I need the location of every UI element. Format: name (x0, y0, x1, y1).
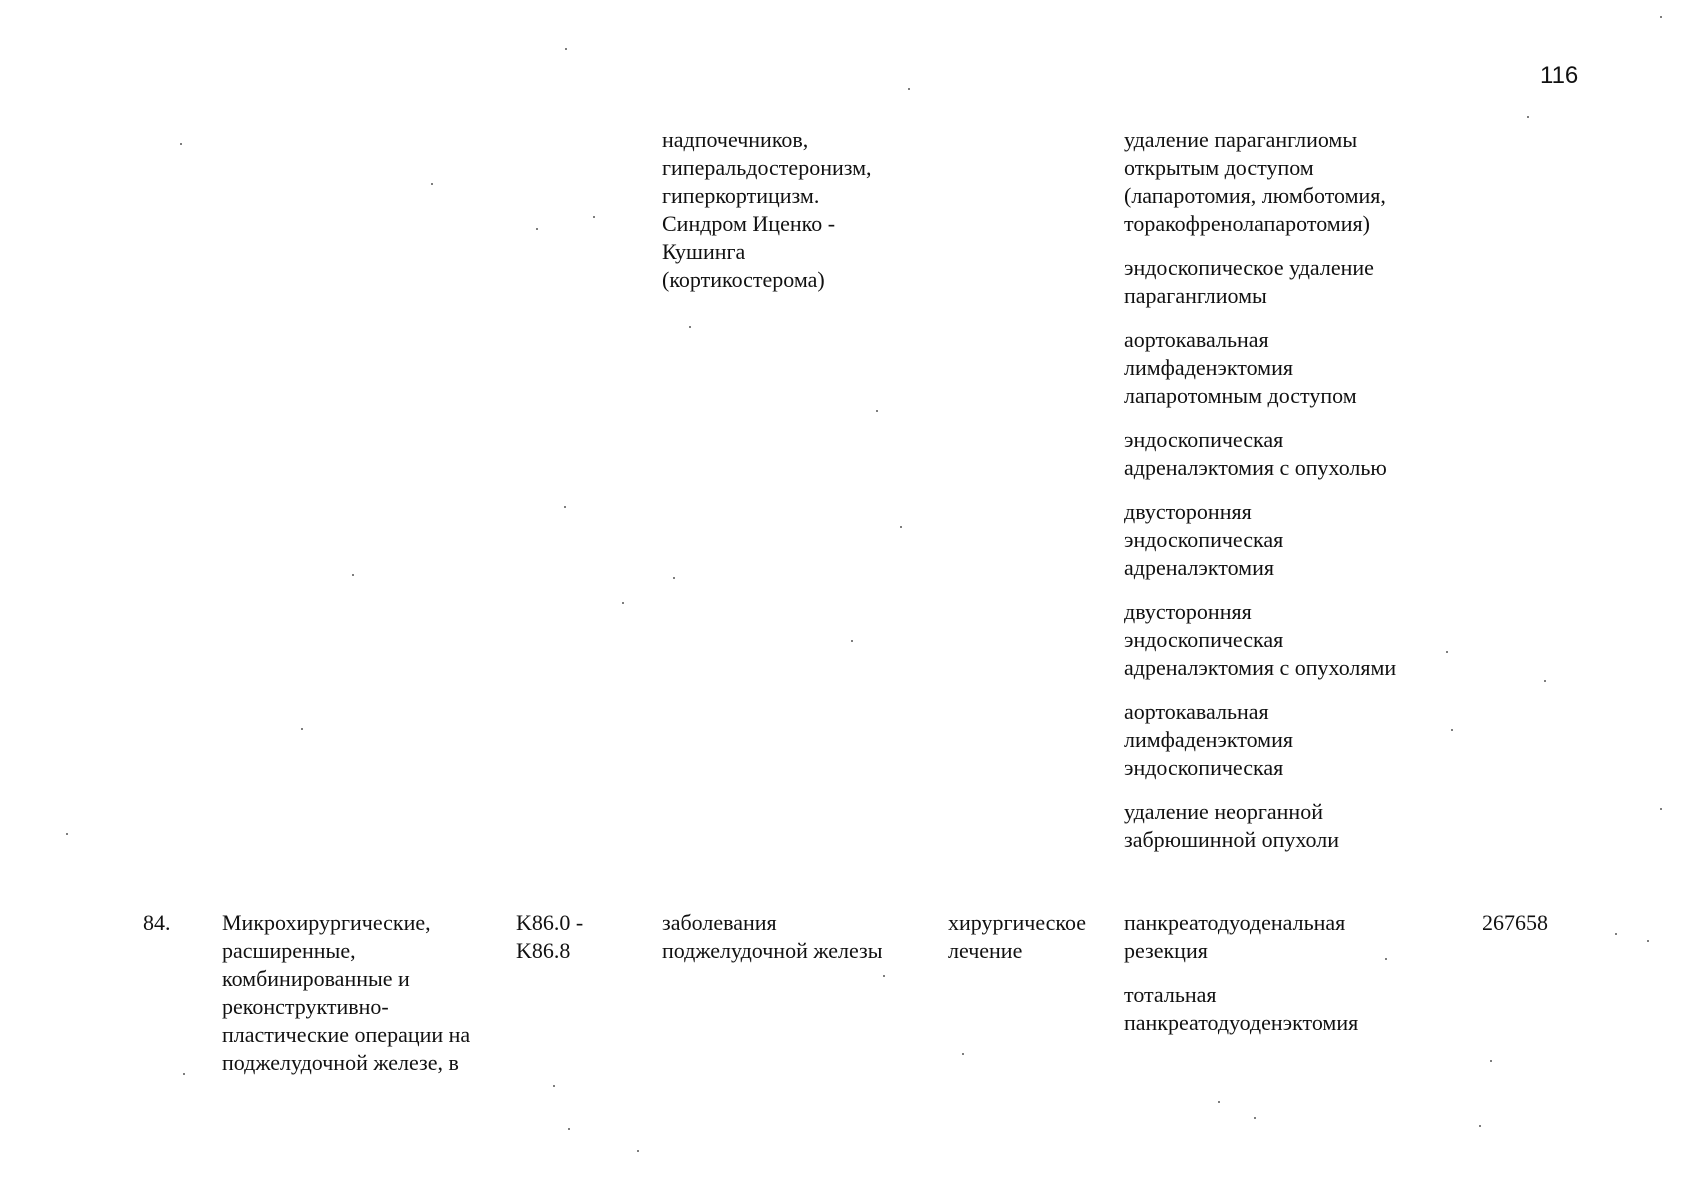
scan-speck (301, 728, 303, 730)
scan-speck (900, 526, 902, 528)
scan-speck (689, 326, 691, 328)
procedure-item: двусторонняя эндоскопическая адреналэктомия (1124, 499, 1284, 580)
scan-speck (1527, 116, 1529, 118)
row-number: 84. (143, 910, 171, 935)
scan-speck (962, 1053, 964, 1055)
scan-speck (1544, 680, 1546, 682)
continued-procedures-list (1124, 126, 1454, 874)
scan-speck (553, 1085, 555, 1087)
scan-speck (1660, 808, 1662, 810)
scan-speck (1615, 933, 1617, 935)
scan-speck (1660, 16, 1662, 18)
cost-value: 267658 (1482, 910, 1548, 935)
scan-speck (564, 506, 566, 508)
procedure-item: аортокавальная лимфаденэктомия лапаротомным доступом (1124, 327, 1357, 408)
scan-speck (1647, 940, 1649, 942)
continued-disease-model: надпочечников, гиперальдостеронизм, гиперкортицизм. Синдром Иценко - Кушинга (кортикостерома) (662, 127, 872, 292)
scan-speck (1218, 1101, 1220, 1103)
disease-model: заболевания поджелудочной железы (662, 910, 883, 963)
scan-speck (1451, 729, 1453, 731)
scan-speck (1385, 958, 1387, 960)
scan-speck (593, 216, 595, 218)
scan-speck (876, 410, 878, 412)
scan-speck (180, 143, 182, 145)
scan-speck (352, 574, 354, 576)
scan-speck (536, 228, 538, 230)
scan-speck (66, 833, 68, 835)
scan-speck (637, 1150, 639, 1152)
scan-speck (883, 975, 885, 977)
scan-speck (183, 1073, 185, 1075)
treatment-type: хирургическое лечение (948, 910, 1087, 963)
icd-codes: K86.0 - K86.8 (516, 910, 584, 963)
scan-speck (431, 183, 433, 185)
scan-speck (568, 1128, 570, 1130)
scan-speck (908, 88, 910, 90)
procedure-group-name: Микрохирургические, расширенные, комбинированные и реконструктивно- пластические операции на поджелудочной железе, в (222, 910, 471, 1075)
procedure-item: панкреатодуоденальная резекция (1124, 910, 1346, 963)
scan-speck (1490, 1060, 1492, 1062)
scan-speck (673, 577, 675, 579)
scan-speck (1254, 1117, 1256, 1119)
procedure-item: удаление неорганной забрюшинной опухоли (1124, 799, 1340, 852)
row-84-procedures-list (1124, 909, 1454, 1057)
procedure-item: эндоскопическая адреналэктомия с опухолью (1124, 427, 1387, 480)
scan-speck (1446, 651, 1448, 653)
scan-speck (622, 602, 624, 604)
procedure-item: двусторонняя эндоскопическая адреналэктомия с опухолями (1124, 599, 1397, 680)
procedure-item: эндоскопическое удаление параганглиомы (1124, 255, 1374, 308)
procedure-item: удаление параганглиомы открытым доступом (лапаротомия, люмботомия, торакофренолапаротомия) (1124, 127, 1386, 236)
procedure-item: аортокавальная лимфаденэктомия эндоскопическая (1124, 699, 1293, 780)
procedure-item: тотальная панкреатодуоденэктомия (1124, 982, 1359, 1035)
scan-speck (851, 640, 853, 642)
page-number: 116 (1540, 62, 1579, 89)
scan-speck (1479, 1125, 1481, 1127)
scan-speck (565, 48, 567, 50)
